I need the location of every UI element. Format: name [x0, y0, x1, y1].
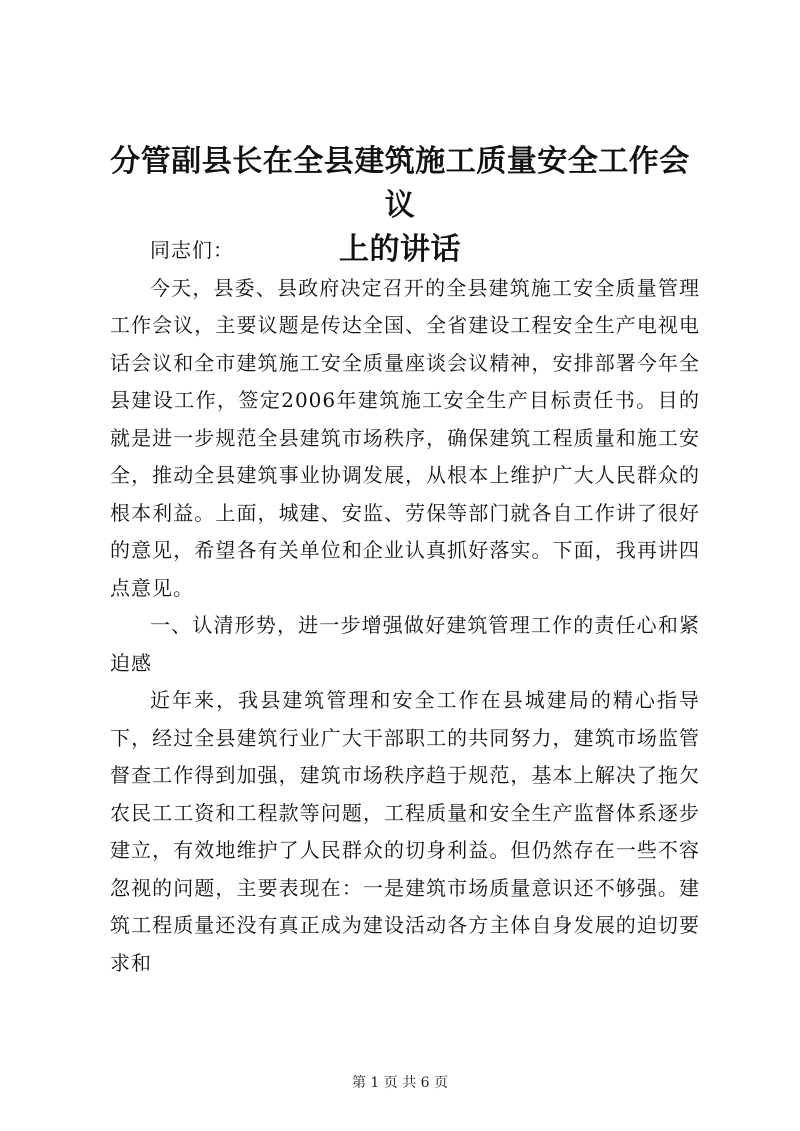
body-paragraph: 近年来，我县建筑管理和安全工作在县城建局的精心指导下，经过全县建筑行业广大干部职工的共同努力，建筑市场监管督查工作得到加强，建筑市场秩序趋于规范，基本上解决了拖欠农民工工资和工程款等问题，工程质量和安全生产监督体系逐步建立，有效地维护了人民群众的切身利益。但仍然存在一些不容忽视的问题，主要表现在：一是建筑市场质量意识还不够强。建筑工程质量还没有真正成为建设活动各方主体自身发展的迫切要求和 [110, 688, 700, 975]
title-line-1: 分管副县长在全县建筑施工质量安全工作会议 [110, 144, 690, 223]
body-paragraph: 今天，县委、县政府决定召开的全县建筑施工安全质量管理工作会议，主要议题是传达全国、全省建设工程安全生产电视电话会议和全市建筑施工安全质量座谈会议精神，安排部署今年全县建设工作，签定2006年建筑施工安全生产目标责任书。目的就是进一步规范全县建筑市场秩序，确保建筑工程质量和施工安全，推动全县建筑事业协调发展，从根本上维护广大人民群众的根本利益。上面，城建、安监、劳保等部门就各自工作讲了很好的意见，希望各有关单位和企业认真抓好落实。下面，我再讲四点意见。 [110, 275, 700, 600]
page-footer [0, 1072, 800, 1092]
salutation-paragraph: 同志们： [150, 238, 234, 262]
page-number: 第 1 页 共 6 页 [351, 1075, 449, 1091]
document-body [110, 232, 700, 982]
title-line-2: 上的讲话 [339, 232, 461, 267]
section-heading-paragraph: 一、认清形势，进一步增强做好建筑管理工作的责任心和紧迫感 [110, 613, 700, 675]
